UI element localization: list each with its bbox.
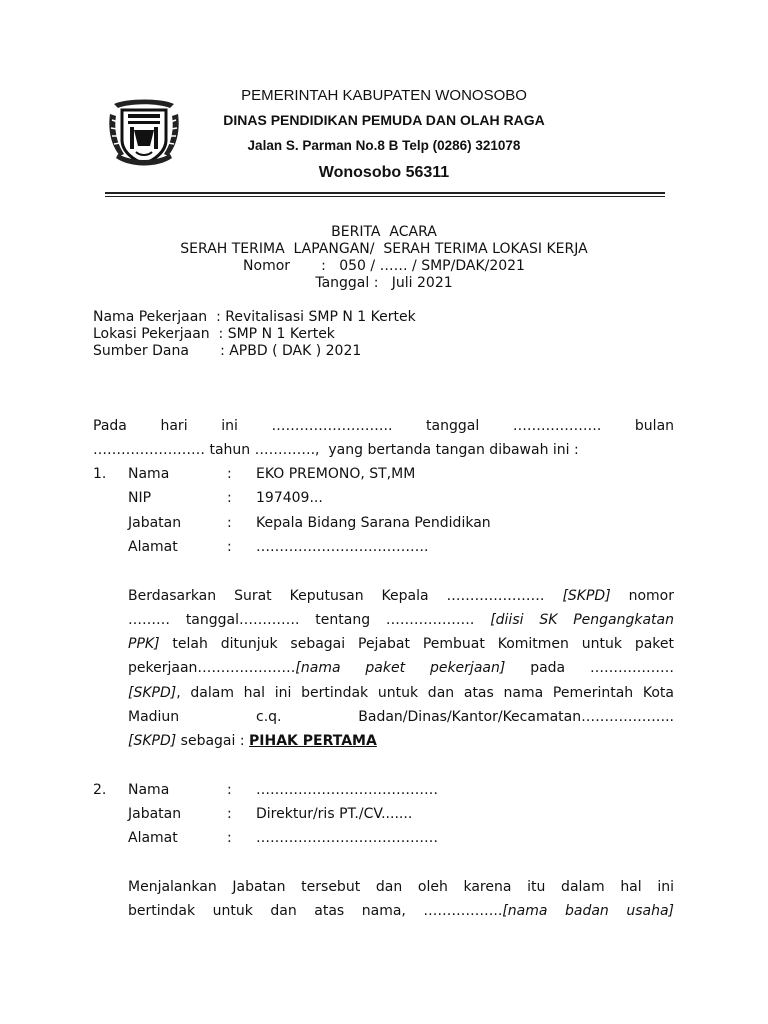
party-2-label: Nama xyxy=(128,782,170,798)
department-city: Wonosobo 56311 xyxy=(318,164,450,181)
party-1-colon: : xyxy=(227,539,232,555)
para-1-line-7 xyxy=(128,733,377,749)
party-1-name: EKO PREMONO, ST,MM xyxy=(256,466,416,482)
para-1-line-4 xyxy=(128,660,674,676)
text-run: sebagai : xyxy=(176,733,245,749)
party-2-address: ………………………………… xyxy=(256,830,438,846)
letterhead-divider-thick xyxy=(105,192,665,194)
intro-word: Pada xyxy=(93,418,127,434)
text-run: c.q. Badan/Dinas/Kantor/Kecamatan……………….. xyxy=(256,709,675,725)
text-run: [nama badan usaha] xyxy=(502,903,674,919)
document-title: BERITA ACARA xyxy=(331,224,437,240)
text-run: Madiun xyxy=(128,709,180,725)
text-run: ……… tanggal…………. tentang ………………. xyxy=(128,612,475,628)
text-run: , dalam hal ini bertindak untuk dan atas nama Pemerintah Kota xyxy=(176,685,674,701)
text-run: [nama paket pekerjaan] xyxy=(295,660,506,676)
para-2-line-2 xyxy=(128,903,674,919)
text-run: Berdasarkan Surat Keputusan Kepala ………………… xyxy=(128,588,545,604)
intro-word: bulan xyxy=(634,418,675,434)
regency-seal-logo xyxy=(106,94,182,170)
text-run: pekerjaan………………… xyxy=(128,660,296,676)
party-2-label: Jabatan xyxy=(128,806,182,822)
text-run: bertindak untuk dan atas nama, …………….. xyxy=(128,903,503,919)
party-2-name: ………………………………… xyxy=(256,782,438,798)
text-run: [SKPD] xyxy=(128,733,177,749)
party-1-label: Jabatan xyxy=(128,515,182,531)
intro-word: tanggal xyxy=(426,418,480,434)
party-2-number: 2. xyxy=(93,782,107,798)
text-run: telah ditunjuk sebagai Pejabat Pembuat Komitmen untuk paket xyxy=(172,636,674,652)
party-1-address: ………………………………. xyxy=(256,539,429,555)
party-2-colon: : xyxy=(227,782,232,798)
party-1-label: Nama xyxy=(128,466,170,482)
party-1-colon: : xyxy=(227,515,232,531)
party-1-label: NIP xyxy=(128,490,152,506)
text-run: PPK] xyxy=(128,636,160,652)
government-name: PEMERINTAH KABUPATEN WONOSOBO xyxy=(241,87,527,104)
para-1-line-5 xyxy=(128,685,674,701)
party-1-colon: : xyxy=(227,466,232,482)
intro-line-1 xyxy=(93,418,674,434)
job-name: Nama Pekerjaan : Revitalisasi SMP N 1 Kertek xyxy=(93,309,416,325)
party-1-nip: 197409... xyxy=(256,490,323,506)
department-name: DINAS PENDIDIKAN PEMUDA DAN OLAH RAGA xyxy=(223,112,545,128)
funding-source: Sumber Dana : APBD ( DAK ) 2021 xyxy=(93,343,362,359)
document-date: Tanggal : Juli 2021 xyxy=(315,275,453,291)
para-1-line-2 xyxy=(128,612,674,628)
document-number: Nomor : 050 / …… / SMP/DAK/2021 xyxy=(243,258,525,274)
party-2-label: Alamat xyxy=(128,830,178,846)
text-run: pada ……………… xyxy=(530,660,674,676)
party-one-role: PIHAK PERTAMA xyxy=(249,733,377,749)
party-1-label: Alamat xyxy=(128,539,178,555)
intro-word: hari xyxy=(160,418,188,434)
letterhead-divider-thin xyxy=(105,196,665,197)
intro-word: ini xyxy=(221,418,238,434)
intro-word: ………………. xyxy=(512,418,602,434)
party-2-colon: : xyxy=(227,806,232,822)
para-1-line-3 xyxy=(128,636,674,652)
job-location: Lokasi Pekerjaan : SMP N 1 Kertek xyxy=(93,326,335,342)
text-run: [diisi SK Pengangkatan xyxy=(490,612,674,628)
para-1-line-1 xyxy=(128,588,674,604)
document-subtitle: SERAH TERIMA LAPANGAN/ SERAH TERIMA LOKASI KERJA xyxy=(180,241,588,257)
para-2-line-1: Menjalankan Jabatan tersebut dan oleh karena itu dalam hal ini xyxy=(128,879,674,895)
party-1-number: 1. xyxy=(93,466,107,482)
text-run: [SKPD] xyxy=(562,588,611,604)
para-1-line-6 xyxy=(128,709,674,725)
department-address: Jalan S. Parman No.8 B Telp (0286) 321078 xyxy=(247,138,521,153)
party-1-position: Kepala Bidang Sarana Pendidikan xyxy=(256,515,491,531)
party-2-position: Direktur/ris PT./CV....... xyxy=(256,806,413,822)
intro-word: …………………….. xyxy=(271,418,393,434)
text-run: [SKPD] xyxy=(128,685,177,701)
text-run: nomor xyxy=(628,588,675,604)
intro-line-2: …………………… tahun …………., yang bertanda tangan dibawah ini : xyxy=(93,442,579,458)
party-2-colon: : xyxy=(227,830,232,846)
party-1-colon: : xyxy=(227,490,232,506)
